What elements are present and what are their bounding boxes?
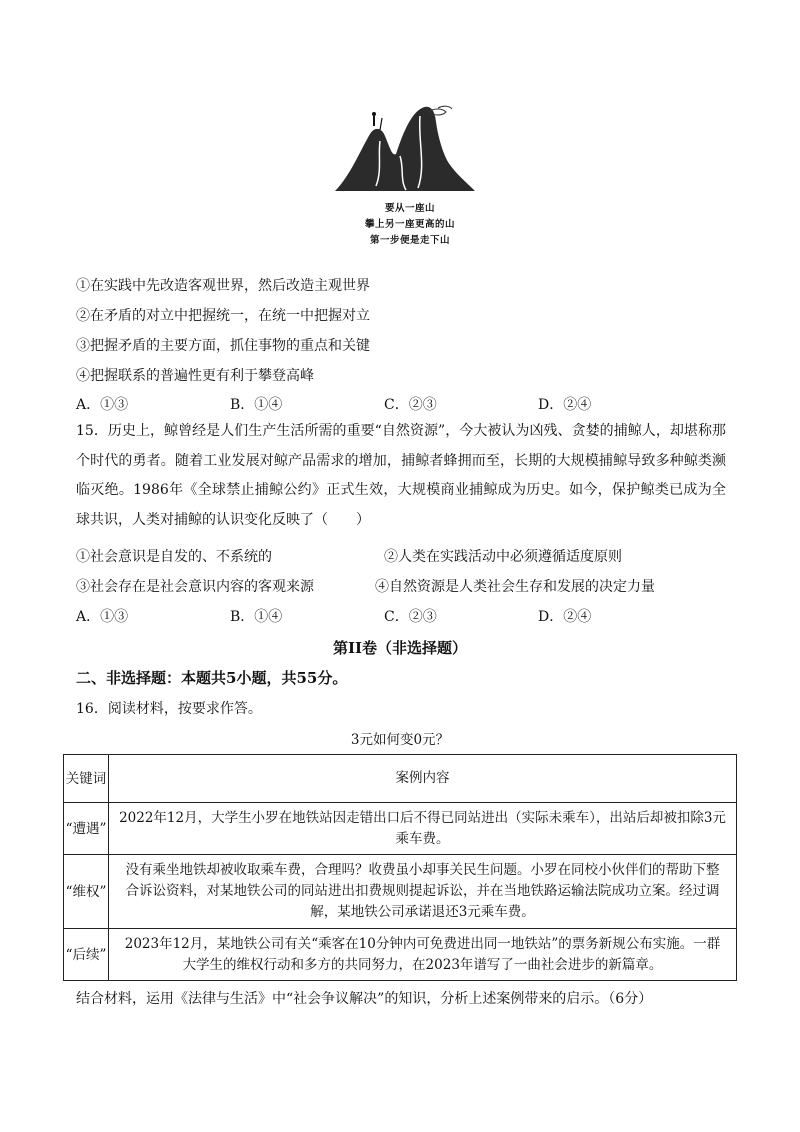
illustration-caption-3: 第一步便是走下山 <box>369 235 450 246</box>
header-keyword-text: 关键词 <box>65 770 107 787</box>
row-content: 2022年12月，大学生小罗在地铁站因走错出口后不得已同站进出（实际未乘车），出站后却被扣除3元乘车费。 <box>109 803 737 855</box>
row-content: 2023年12月，某地铁公司有关“乘客在10分钟内可免费进出同一地铁站”的票务新规公布实施。一群大学生的维权行动和多方的共同努力，在2023年谱写了一曲社会进步的新篇章。 <box>109 929 737 981</box>
table-row <box>64 803 737 855</box>
case-table <box>63 754 737 981</box>
part2-heading: 二、非选择题：本题共5小题，共55分。 <box>76 669 348 687</box>
q15-statement-1: ①社会意识是自发的、不系统的 <box>76 549 272 565</box>
q14-option-c: C．②③ <box>384 397 437 413</box>
q14-statement-2: ②在矛盾的对立中把握统一，在统一中把握对立 <box>76 308 370 324</box>
illustration-caption-1: 要从一座山 <box>384 203 435 214</box>
q15-statement-2: ②人类在实践活动中必须遵循适度原则 <box>384 549 622 565</box>
q14-option-d: D．②④ <box>538 397 592 413</box>
q15-statement-3: ③社会存在是社会意识内容的客观来源 <box>76 579 314 595</box>
q16-task: 结合材料，运用《法律与生活》中“社会争议解决”的知识，分析上述案例带来的启示。（6分） <box>76 991 653 1007</box>
row-keyword: “后续” <box>64 929 109 981</box>
table-title: 3元如何变0元？ <box>350 732 450 748</box>
q15-statement-4: ④自然资源是人类社会生存和发展的决定力量 <box>375 579 655 595</box>
header-content-text: 案例内容 <box>395 770 450 786</box>
header-content <box>109 755 737 803</box>
q15-stem: 15．历史上，鲸曾经是人们生产生活所需的重要“自然资源”，今大被认为凶残、贪婪的捕鲸人，却堪称那个时代的勇者。随着工业发展对鲸产品需求的增加，捕鲸者蜂拥而至，长期的大规模捕鲸导致多种鲸类濒临灭绝。1986年《全球禁止捕鲸公约》正式生效，大规模商业捕鲸成为历史。如今，保护鲸类已成为全球共识，人类对捕鲸的认识变化反映了（ ） <box>76 423 726 528</box>
table-row <box>64 855 737 929</box>
q14-option-b: B．①④ <box>230 397 283 413</box>
row-keyword: “遭遇” <box>64 803 109 855</box>
q15-option-b: B．①④ <box>230 609 283 625</box>
header-keyword <box>64 755 109 803</box>
q14-statement-1: ①在实践中先改造客观世界，然后改造主观世界 <box>76 278 370 294</box>
table-header-row <box>64 755 737 803</box>
q14-statement-3: ③把握矛盾的主要方面，抓住事物的重点和关键 <box>76 338 370 354</box>
q14-option-a: A．①③ <box>76 397 129 413</box>
q15-option-a: A．①③ <box>76 609 129 625</box>
q15-option-d: D．②④ <box>538 609 592 625</box>
illustration-caption-2: 攀上另一座更高的山 <box>364 219 455 230</box>
table-row <box>64 929 737 981</box>
q14-statement-4: ④把握联系的普遍性更有利于攀登高峰 <box>76 368 314 384</box>
row-content: 没有乘坐地铁却被收取乘车费，合理吗？收费虽小却事关民生问题。小罗在同校小伙伴们的帮助下整合诉讼资料，对某地铁公司的同站进出扣费规则提起诉讼，并在当地铁路运输法院成功立案。经过调解，某地铁公司承诺退还3元乘车费。 <box>109 855 737 929</box>
part2-title: 第II卷（非选择题） <box>332 639 468 657</box>
q15-option-c: C．②③ <box>384 609 437 625</box>
q16-intro: 16．阅读材料，按要求作答。 <box>76 701 262 717</box>
row-keyword: “维权” <box>64 855 109 929</box>
